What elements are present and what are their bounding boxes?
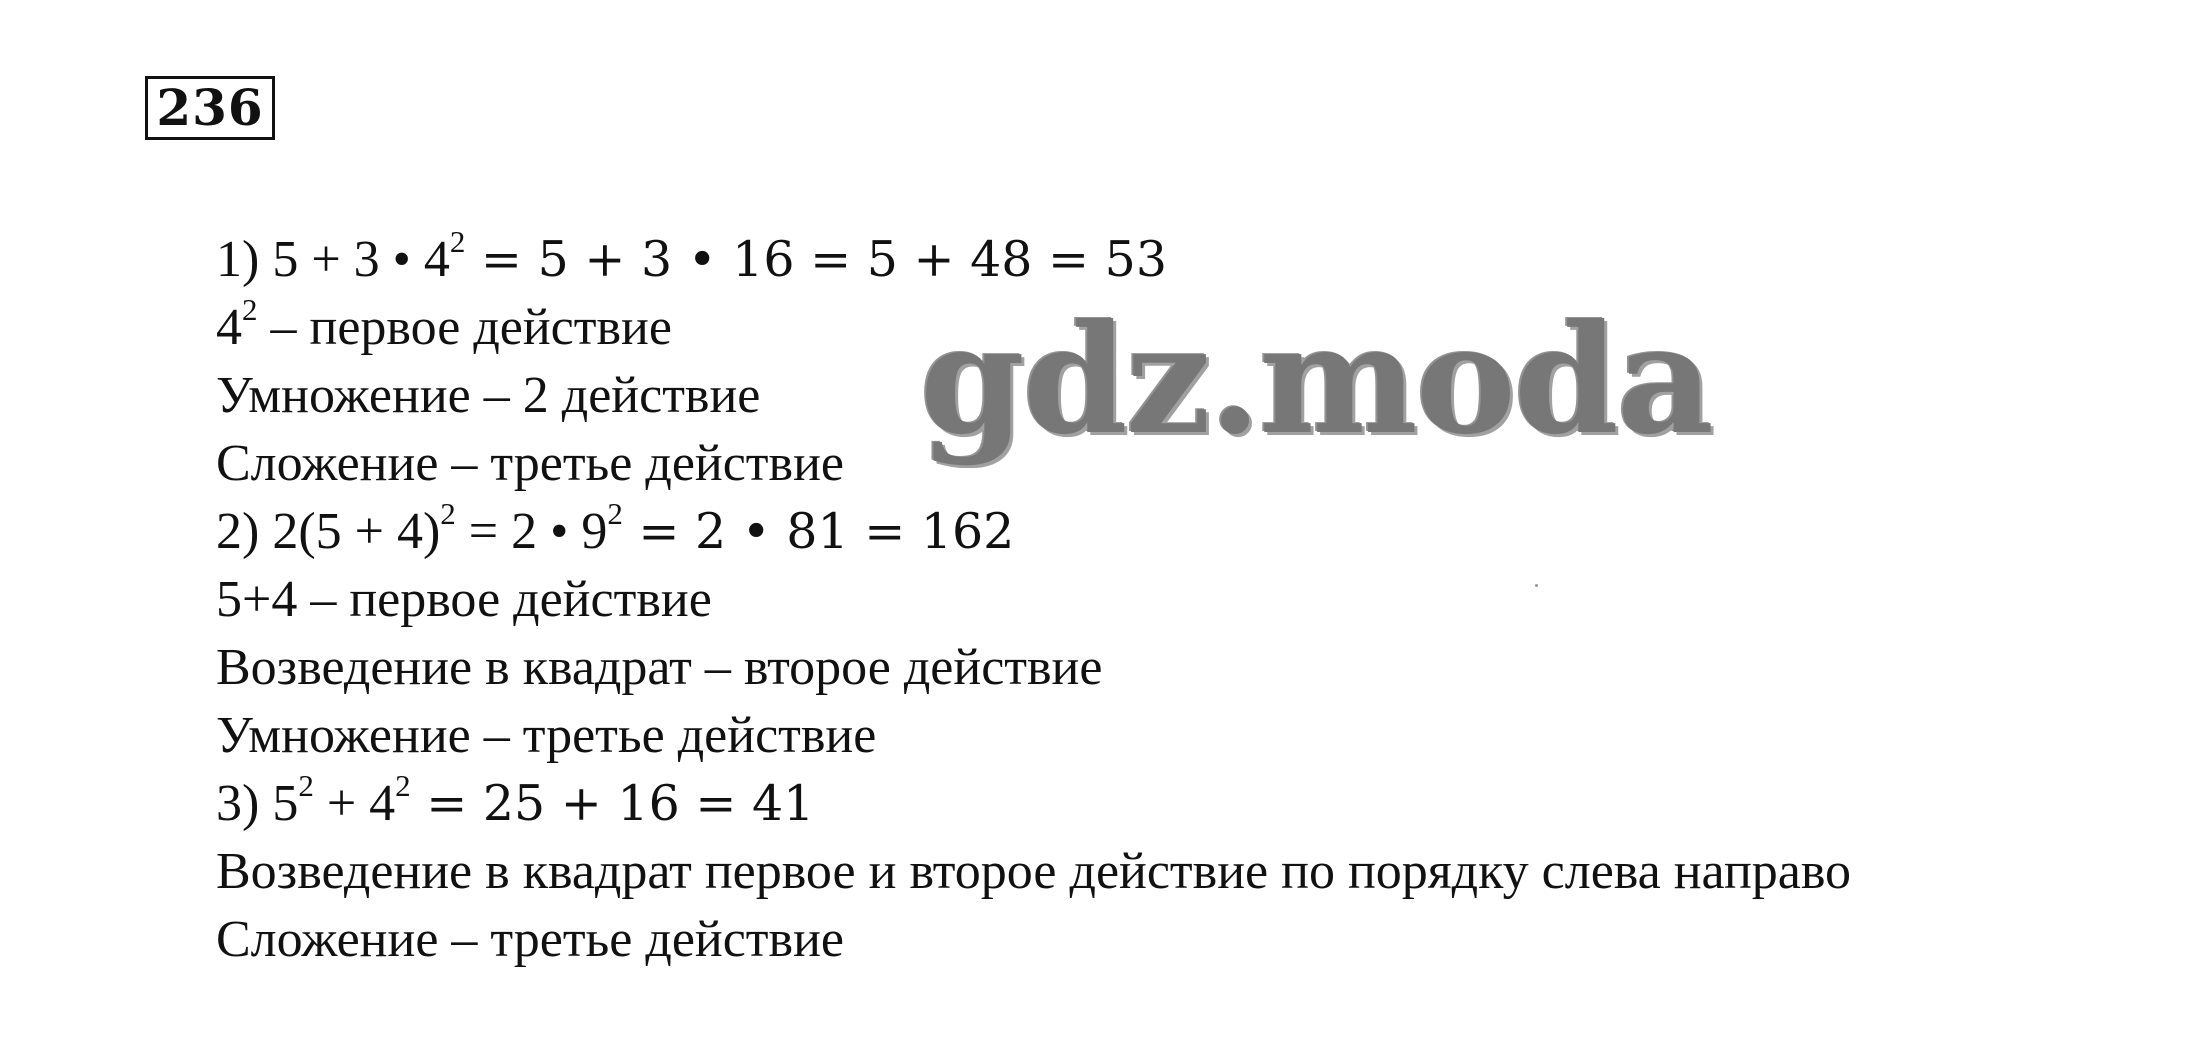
problem-3-exponent-1: 2 [298,768,314,803]
problem-1-result: = 5 + 3 • 16 = 5 + 48 = 53 [465,231,1168,288]
problem-1-step-2: Умножение – 2 действие [216,367,761,424]
watermark-logo: gdz.moda [920,292,1713,468]
problem-3-plus: + 4 [313,775,396,832]
problem-2-step-1: 5+4 – первое действие [216,571,712,628]
problem-1-expression [216,226,2166,294]
problem-3-base-1: 5 [272,775,299,832]
problem-1-step-1-text: – первое действие [257,299,672,356]
problem-3-step-2: Сложение – третье действие [216,911,844,968]
problem-2-result: = 2 • 81 = 162 [622,503,1015,560]
problem-2-step-3: Умножение – третье действие [216,707,877,764]
problem-2-mid: = 2 • 9 [455,503,608,560]
problem-1-step-3: Сложение – третье действие [216,435,844,492]
problem-3-result: = 25 + 16 = 41 [410,775,815,832]
problem-1-step-1-exponent: 2 [242,292,258,327]
problem-3-step-1: Возведение в квадрат первое и второе действие по порядку слева направо [216,843,1852,900]
problem-1-prefix: 1) [216,231,260,288]
problem-2-prefix: 2) [216,503,260,560]
problem-1-exponent: 2 [449,224,466,259]
problem-2-expression [216,498,2166,566]
problem-2-lhs: 2(5 + 4) [272,503,441,560]
problem-1-step-1-base: 4 [216,299,242,356]
problem-2-step-2: Возведение в квадрат – второе действие [216,639,1103,696]
problem-1-lhs: 5 + 3 • 4 [272,231,450,288]
problem-3-prefix: 3) [216,775,260,832]
problem-2-exponent-2: 2 [607,496,623,531]
problem-3-expression [216,770,2166,838]
problem-3-exponent-2: 2 [395,768,411,803]
scan-speck [1535,584,1538,587]
task-number-box: 236 [145,76,275,140]
problem-2-exponent-1: 2 [440,496,456,531]
